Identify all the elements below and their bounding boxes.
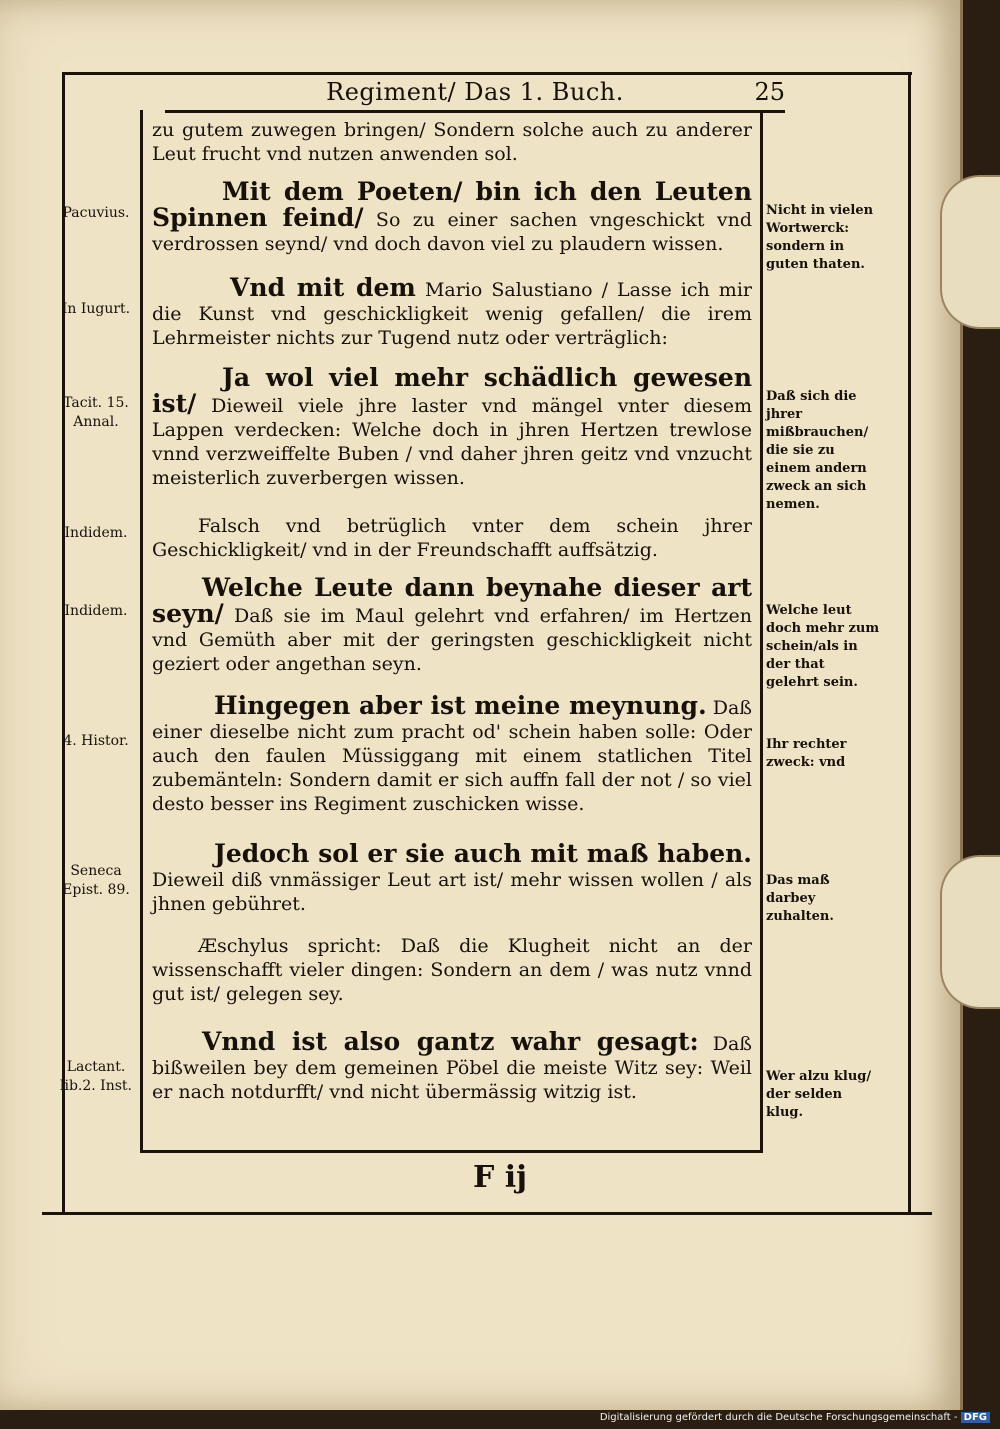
paragraph-8 <box>152 934 752 1006</box>
page-tab-upper <box>940 175 1000 329</box>
paragraph-lead: Ja wol viel mehr schädlich gewesen ist/ <box>152 363 752 418</box>
paragraph-text: Daß einer dieselbe nicht zum pracht od' schein haben solle: Oder auch den faulen Müssiggang mit einem statlichen Titel zubemänteln: Sondern damit er sich auffn fall der not / so viel desto besser ins Regiment zuschicken wisse. <box>152 697 753 815</box>
left-margin-note: 4. Histor. <box>63 733 129 749</box>
right-margin-gloss: Nicht in vielen Wortwerck: sondern in guten thaten. <box>766 203 874 272</box>
right-margin-gloss: Welche leut doch mehr zum schein/als in der that gelehrt sein. <box>766 603 880 690</box>
running-header <box>165 78 785 108</box>
frame-line-right-outer <box>908 72 911 1212</box>
paragraph-4 <box>152 514 752 562</box>
right-margin-gloss: Wer alzu klug/ der selden klug. <box>766 1069 872 1120</box>
paragraph-text: Falsch vnd betrüglich vnter dem schein jhrer Geschickligkeit/ vnd in der Freundschafft auffsätzig. <box>152 515 752 561</box>
left-margin-note: Seneca Epist. 89. <box>62 863 130 898</box>
paragraph-lead: Welche Leute dann beynahe dieser art seyn/ <box>152 573 752 628</box>
frame-rule-bottom <box>42 1212 932 1215</box>
paragraph-text: Æschylus spricht: Daß die Klugheit nicht an der wissenschafft vieler dingen: Sondern an dem / was nutz vnnd gut ist/ gelegen sey. <box>152 935 752 1005</box>
funding-text: Digitalisierung gefördert durch die Deutsche Forschungsgemeinschaft - <box>599 1412 958 1423</box>
left-margin-note: Indidem. <box>64 603 128 619</box>
paragraph-text: So zu einer sachen vngeschickt vnd verdrossen seynd/ vnd doch davon viel zu plaudern wissen. <box>152 209 753 255</box>
frame-rule-top <box>62 72 912 75</box>
page-tab-lower <box>940 855 1000 1009</box>
paragraph-text: zu gutem zuwegen bringen/ Sondern solche auch zu anderer Leut frucht vnd nutzen anwenden sol. <box>152 119 752 165</box>
frame-rule-header <box>165 110 785 113</box>
paragraph-text: Dieweil diß vnmässiger Leut art ist/ mehr wissen wollen / als jhnen gebühret. <box>152 869 752 915</box>
paragraph-lead: Mit dem Poeten/ bin ich den Leuten Spinnen feind/ <box>152 177 752 232</box>
right-margin-gloss: Ihr rechter zweck: vnd <box>766 737 847 770</box>
dfg-logo: DFG <box>961 1412 990 1423</box>
funding-notice <box>600 1412 990 1423</box>
paragraph-2 <box>152 273 752 350</box>
left-margin-note: Indidem. <box>64 525 128 541</box>
right-margin-gloss: Daß sich die jhrer mißbrauchen/ die sie zu einem andern zweck an sich nemen. <box>766 389 869 512</box>
right-margin-gloss: Das maß darbey zuhalten. <box>766 873 834 924</box>
paragraph-1 <box>152 177 753 256</box>
frame-line-right-inner <box>760 110 763 1150</box>
paragraph-text: Daß bißweilen bey dem gemeinen Pöbel die meiste Witz sey: Weil er nach notdurfft/ vnd nicht übermässig witzig ist. <box>152 1033 752 1103</box>
paragraph-5 <box>152 573 752 676</box>
paragraph-6 <box>152 691 753 816</box>
paragraph-lead: Vnd mit dem <box>230 273 416 302</box>
paragraph-lead: Hingegen aber ist meine meynung. <box>214 691 707 720</box>
paragraph-text: Daß sie im Maul gelehrt vnd erfahren/ im Hertzen vnd Gemüth aber mit der geringsten geschickligkeit nicht geziert oder angethan seyn. <box>152 605 752 675</box>
frame-rule-text-bottom <box>140 1150 763 1153</box>
paragraph-text: Dieweil viele jhre laster vnd mängel vnter diesem Lappen verdecken: Welche doch in jhren Hertzen trewlose vnnd verzweiffelte Buben / vnd daher jhren geitz vnd vnzucht meisterlich zuverbergen wissen. <box>152 395 752 489</box>
left-margin-note: Lactant. lib.2. Inst. <box>60 1059 132 1094</box>
frame-line-left-inner <box>140 110 143 1150</box>
signature-mark: F ij <box>473 1160 527 1195</box>
frame-line-left-outer <box>62 72 65 1212</box>
paragraph-0 <box>152 118 752 166</box>
left-margin-note: Tacit. 15. Annal. <box>63 395 129 430</box>
paragraph-7 <box>152 839 752 916</box>
header-title: Regiment/ Das 1. Buch. <box>326 78 624 106</box>
paragraph-text: Mario Salustiano / Lasse ich mir die Kunst vnd geschickligkeit wenig gefallen/ die irem Lehrmeister nichts zur Tugend nutz oder verträglich: <box>152 279 752 349</box>
paragraph-3 <box>152 363 752 490</box>
page-number: 25 <box>754 78 785 106</box>
paragraph-lead: Jedoch sol er sie auch mit maß haben. <box>214 839 752 868</box>
left-margin-note: Pacuvius. <box>62 205 130 221</box>
paragraph-9 <box>152 1027 752 1104</box>
paragraph-lead: Vnnd ist also gantz wahr gesagt: <box>202 1027 699 1056</box>
left-margin-note: In Iugurt. <box>61 301 131 317</box>
